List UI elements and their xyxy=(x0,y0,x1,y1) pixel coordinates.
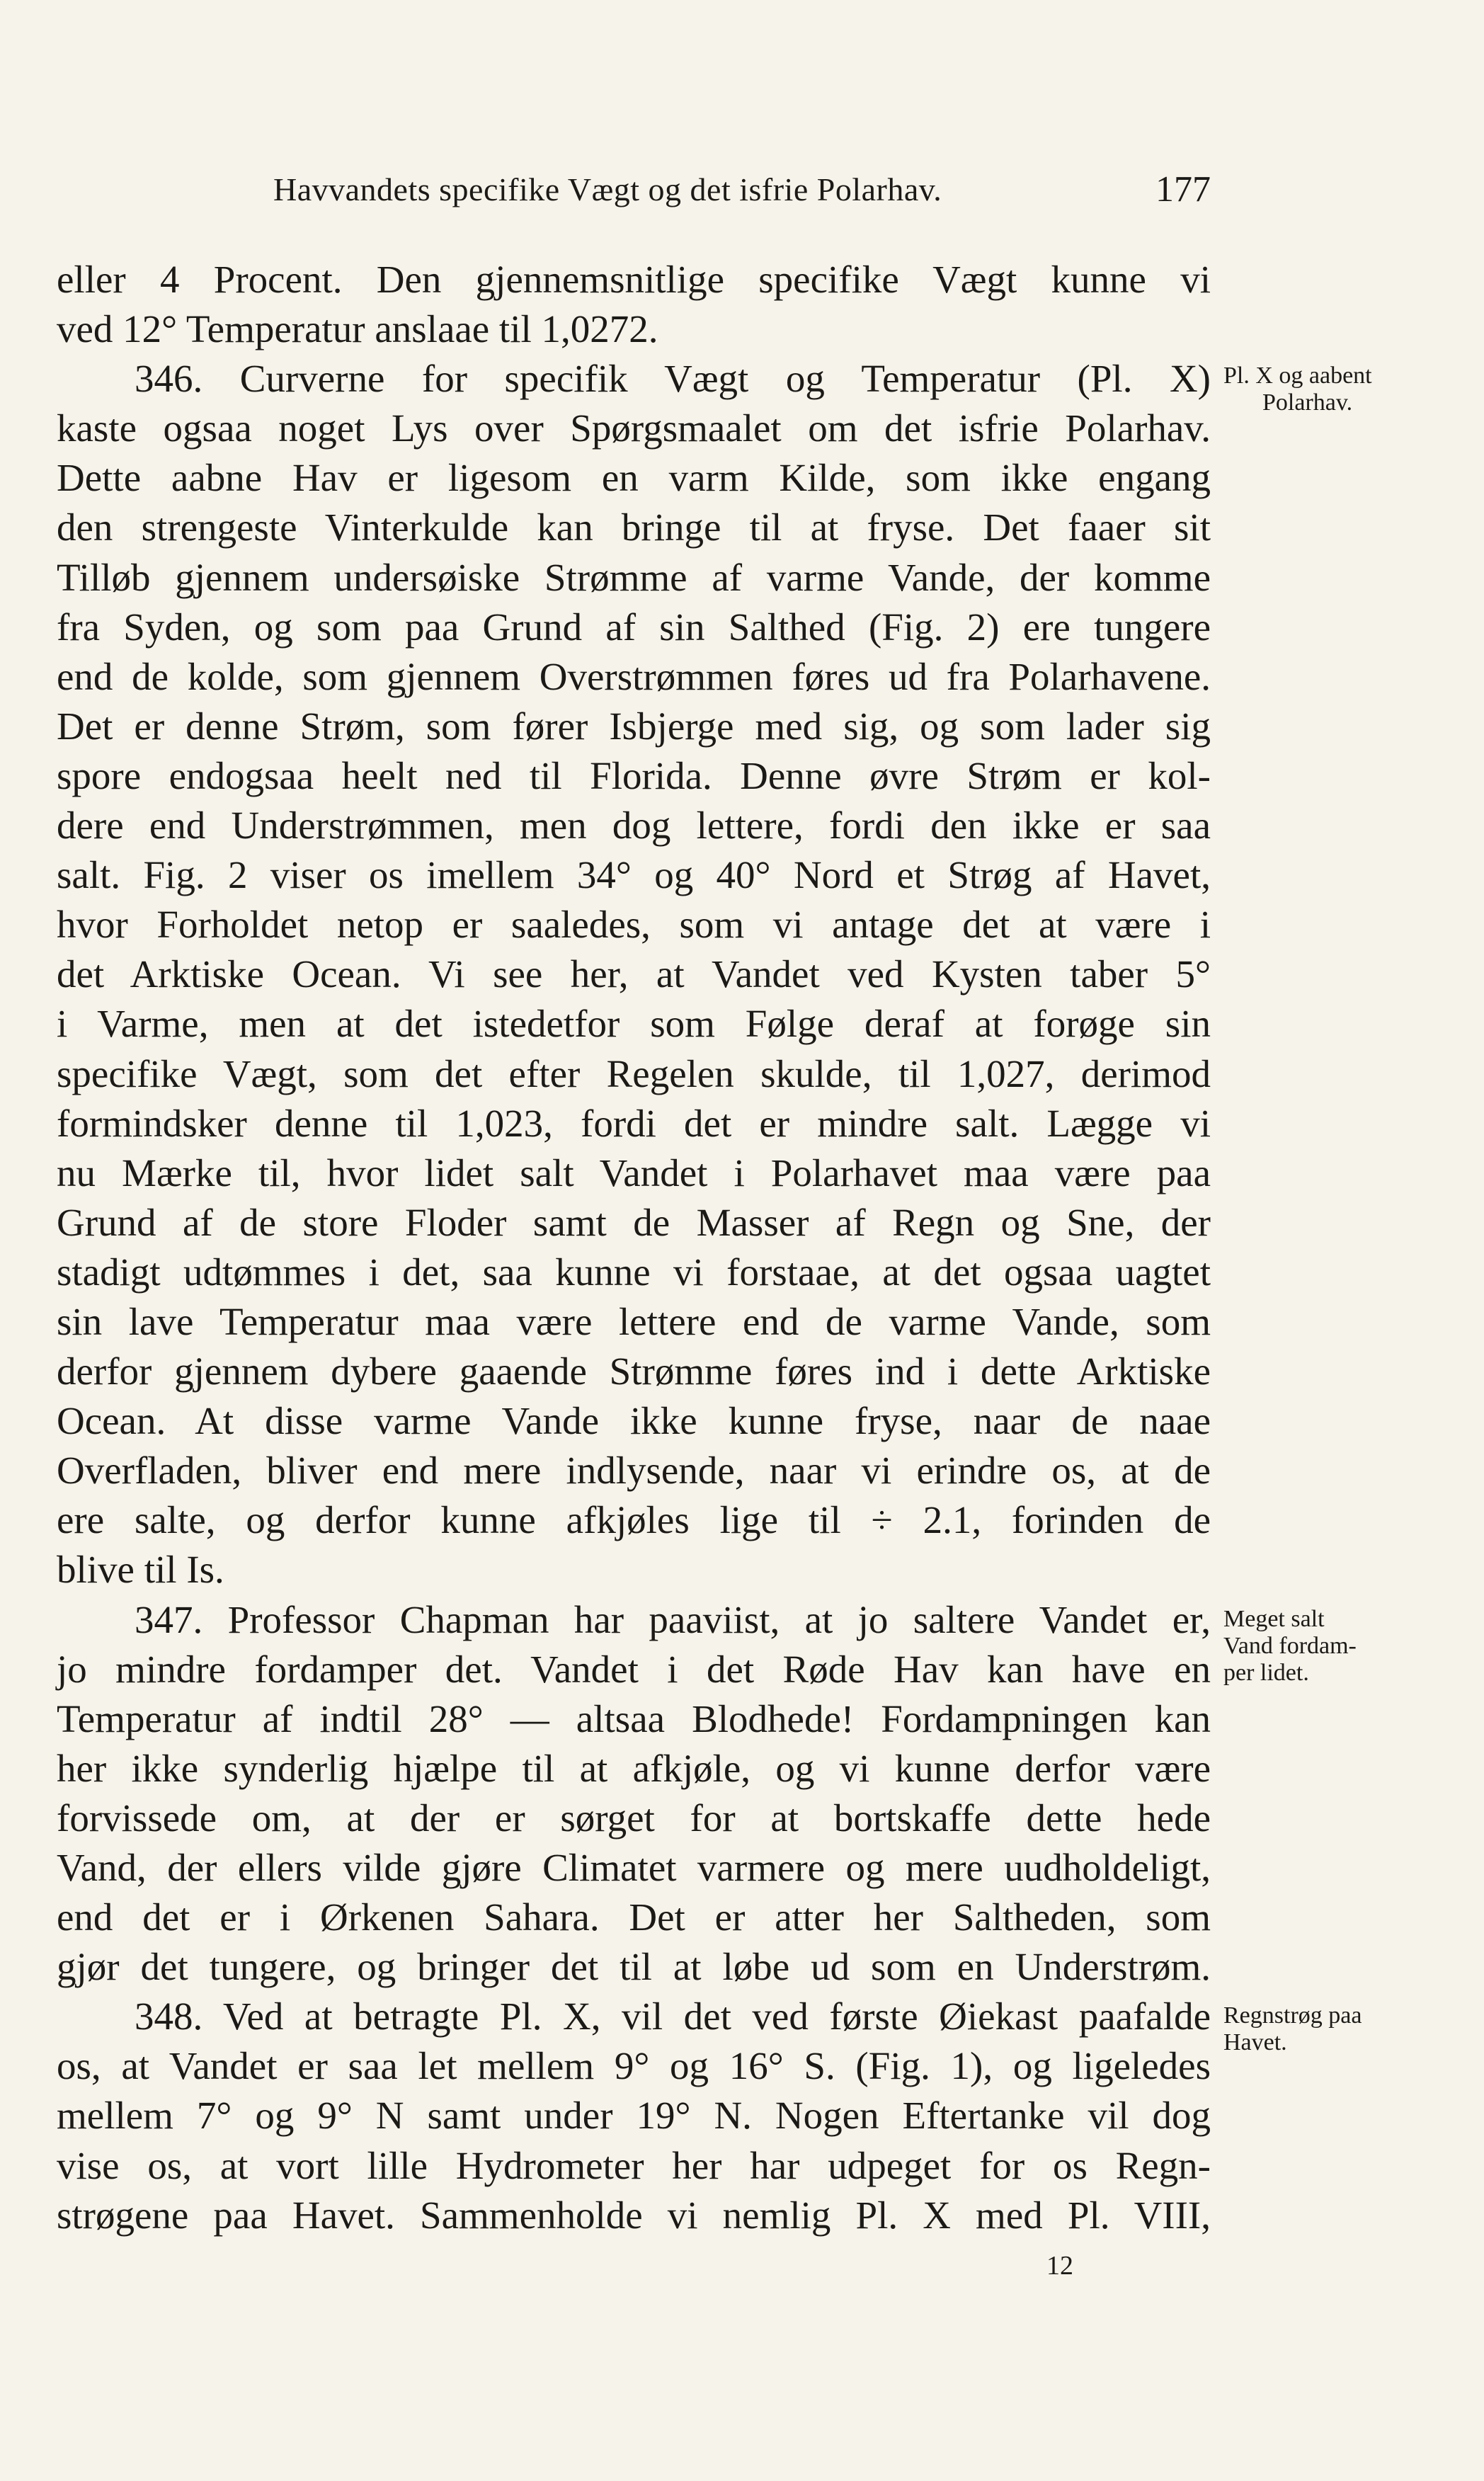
signature-mark: 12 xyxy=(1046,2251,1073,2281)
text-line: end det er i Ørkenen Sahara. Det er atter her Saltheden, som xyxy=(57,1895,1211,1939)
text-line: den strengeste Vinterkulde kan bringe til at fryse. Det faaer sit xyxy=(57,506,1211,549)
text-line: Temperatur af indtil 28° — altsaa Blodhede! Fordampningen kan xyxy=(57,1696,1211,1740)
running-title: Havvandets specifike Vægt og det isfrie Polarhav. xyxy=(273,171,942,207)
text-line: hvor Forholdet netop er saaledes, som vi antage det at være i xyxy=(57,903,1211,947)
text-line: eller 4 Procent. Den gjennemsnitlige specifike Vægt kunne vi xyxy=(57,258,1211,301)
margin-note-line: per lidet. xyxy=(1223,1660,1309,1686)
text-line: ved 12° Temperatur anslaae til 1,0272. xyxy=(57,307,658,351)
margin-note-salt-water xyxy=(1223,1606,1464,1687)
text-line: stadigt udtømmes i det, saa kunne vi forstaae, at det ogsaa uagtet xyxy=(57,1250,1211,1294)
margin-note-line: Regnstrøg paa xyxy=(1223,2002,1362,2029)
text-line: vise os, at vort lille Hydrometer her har udpeget for os Regn- xyxy=(57,2143,1211,2187)
text-line: os, at Vandet er saa let mellem 9° og 16° S. (Fig. 1), og ligeledes xyxy=(57,2044,1211,2088)
body-text xyxy=(57,255,1211,2240)
text-line: end de kolde, som gjennem Overstrømmen føres ud fra Polarhavene. xyxy=(57,654,1211,698)
margin-note-line: Pl. X og aabent xyxy=(1223,363,1372,389)
margin-note-polar-sea xyxy=(1223,363,1464,416)
text-line: blive til Is. xyxy=(57,1548,224,1592)
text-line: dere end Understrømmen, men dog lettere, fordi den ikke er saa xyxy=(57,804,1211,848)
text-line: spore endogsaa heelt ned til Florida. Denne øvre Strøm er kol- xyxy=(57,753,1211,797)
page-number: 177 xyxy=(1155,169,1211,210)
text-line: Vand, der ellers vilde gjøre Climatet varmere og mere uudholdeligt, xyxy=(57,1846,1211,1889)
text-line: gjør det tungere, og bringer det til at løbe ud som en Understrøm. xyxy=(57,1945,1211,1989)
text-line: Grund af de store Floder samt de Masser af Regn og Sne, der xyxy=(57,1200,1211,1244)
text-line: Ocean. At disse varme Vande ikke kunne fryse, naar de naae xyxy=(57,1399,1211,1443)
text-line: Overfladen, bliver end mere indlysende, naar vi erindre os, at de xyxy=(57,1449,1211,1493)
text-line: salt. Fig. 2 viser os imellem 34° og 40° Nord et Strøg af Havet, xyxy=(57,853,1211,897)
text-line: i Varme, men at det istedetfor som Følge deraf at forøge sin xyxy=(57,1002,1211,1046)
text-line: Det er denne Strøm, som fører Isbjerge med sig, og som lader sig xyxy=(57,704,1211,748)
text-line: jo mindre fordamper det. Vandet i det Røde Hav kan have en xyxy=(57,1647,1211,1691)
text-line: derfor gjennem dybere gaaende Strømme føres ind i dette Arktiske xyxy=(57,1350,1211,1393)
text-line: nu Mærke til, hvor lidet salt Vandet i Polarhavet maa være paa xyxy=(57,1151,1211,1194)
margin-note-rain-belts xyxy=(1223,2002,1464,2056)
margin-note-line: Meget salt xyxy=(1223,1606,1325,1632)
text-line: 346. Curverne for specifik Vægt og Temperatur (Pl. X) xyxy=(135,357,1211,401)
text-line: sin lave Temperatur maa være lettere end de varme Vande, som xyxy=(57,1299,1211,1343)
text-line: ere salte, og derfor kunne afkjøles lige til ÷ 2.1, forinden de xyxy=(57,1498,1211,1542)
text-line: strøgene paa Havet. Sammenholde vi nemlig Pl. X med Pl. VIII, xyxy=(57,2193,1211,2237)
text-line: specifike Vægt, som det efter Regelen skulde, til 1,027, derimod xyxy=(57,1051,1211,1095)
margin-note-line: Havet. xyxy=(1223,2029,1287,2055)
text-line: forvissede om, at der er sørget for at bortskaffe dette hede xyxy=(57,1796,1211,1840)
text-line: kaste ogsaa noget Lys over Spørgsmaalet om det isfrie Polarhav. xyxy=(57,406,1211,450)
text-line: her ikke synderlig hjælpe til at afkjøle, og vi kunne derfor være xyxy=(57,1746,1211,1790)
text-line: Dette aabne Hav er ligesom en varm Kilde, som ikke engang xyxy=(57,456,1211,500)
text-line: mellem 7° og 9° N samt under 19° N. Nogen Eftertanke vil dog xyxy=(57,2094,1211,2138)
text-line: formindsker denne til 1,023, fordi det er mindre salt. Lægge vi xyxy=(57,1101,1211,1145)
text-line: det Arktiske Ocean. Vi see her, at Vandet ved Kysten taber 5° xyxy=(57,952,1211,996)
margin-note-line: Polarhav. xyxy=(1262,389,1353,416)
text-line: Tilløb gjennem undersøiske Strømme af varme Vande, der komme xyxy=(57,555,1211,599)
margin-note-line: Vand fordam- xyxy=(1223,1633,1357,1659)
text-line: 348. Ved at betragte Pl. X, vil det ved første Øiekast paafalde xyxy=(135,1995,1211,2038)
text-line: 347. Professor Chapman har paaviist, at jo saltere Vandet er, xyxy=(135,1597,1211,1641)
text-line: fra Syden, og som paa Grund af sin Salthed (Fig. 2) ere tungere xyxy=(57,605,1211,649)
